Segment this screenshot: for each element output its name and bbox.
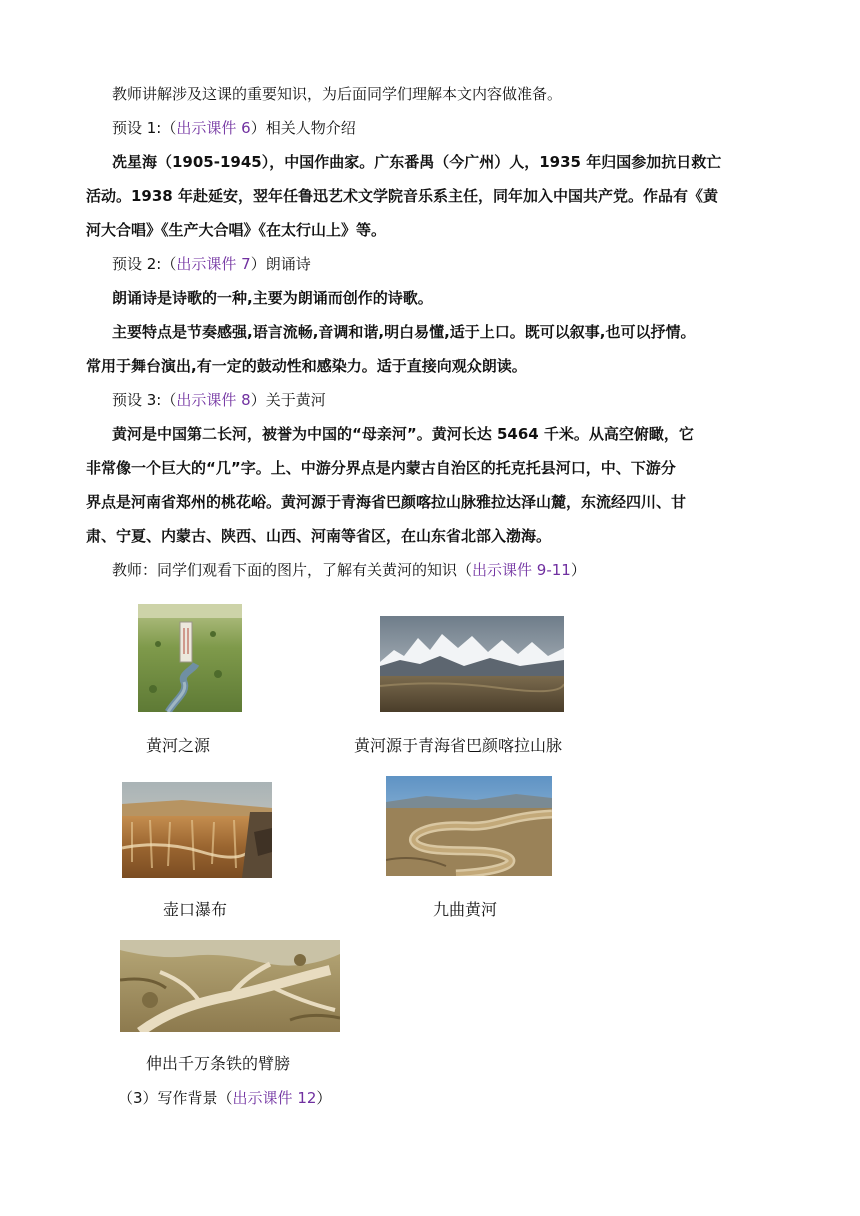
intro-paragraph: 教师讲解涉及这课的重要知识，为后面同学们理解本文内容做准备。 — [112, 85, 563, 103]
caption-jiuqu: 九曲黄河 — [433, 900, 498, 919]
preset-3-suffix: ）关于黄河 — [250, 391, 326, 409]
river-line-1: 黄河是中国第二长河，被誉为中国的“母亲河”。黄河长达 5464 千米。从高空俯瞰，它 — [112, 425, 694, 443]
river-line-2: 非常像一个巨大的“几”字。上、中游分界点是内蒙古自治区的托克托县河口，中、下游分 — [86, 459, 676, 477]
courseware-6-link[interactable]: 出示课件 6 — [176, 119, 251, 137]
section-3-suffix: ） — [316, 1089, 332, 1107]
river-line-4: 肃、宁夏、内蒙古、陕西、山西、河南等省区，在山东省北部入渤海。 — [86, 527, 552, 545]
preset-3-prefix: 预设 3:（ — [112, 391, 177, 409]
section-3-heading — [118, 1088, 331, 1108]
caption-source: 黄河之源 — [146, 736, 211, 755]
teacher-instruction — [112, 560, 586, 580]
teacher-suffix: ） — [570, 561, 586, 579]
recite-definition: 朗诵诗是诗歌的一种,主要为朗诵而创作的诗歌。 — [112, 289, 433, 307]
preset-2-heading — [112, 254, 311, 274]
river-line-3: 界点是河南省郑州的桃花峪。黄河源于青海省巴颜喀拉山脉雅拉达泽山麓，东流经四川、甘 — [86, 493, 687, 511]
recite-line-1: 主要特点是节奏感强,语言流畅,音调和谐,明白易懂,适于上口。既可以叙事,也可以抒情。 — [112, 323, 696, 341]
preset-2-suffix: ）朗诵诗 — [250, 255, 311, 273]
jiuqu-yellow-river-photo — [386, 776, 552, 876]
preset-1-suffix: ）相关人物介绍 — [250, 119, 356, 137]
section-3-prefix: （3）写作背景（ — [118, 1089, 233, 1107]
preset-3-heading — [112, 390, 326, 410]
teacher-prefix: 教师：同学们观看下面的图片，了解有关黄河的知识（ — [112, 561, 473, 579]
caption-arms: 伸出千万条铁的臂膀 — [146, 1054, 291, 1073]
preset-2-prefix: 预设 2:（ — [112, 255, 177, 273]
courseware-12-link[interactable]: 出示课件 12 — [232, 1089, 317, 1107]
hukou-waterfall-photo — [122, 782, 272, 878]
caption-mountain: 黄河源于青海省巴颜喀拉山脉 — [354, 736, 563, 755]
river-branches-aerial-photo — [120, 940, 340, 1032]
recite-line-2: 常用于舞台演出,有一定的鼓动性和感染力。适于直接向观众朗读。 — [86, 357, 527, 375]
preset-1-prefix: 预设 1:（ — [112, 119, 177, 137]
xian-paragraph-line-3: 河大合唱》《生产大合唱》《在太行山上》等。 — [86, 221, 387, 239]
caption-hukou: 壶口瀑布 — [163, 900, 228, 919]
bayan-har-mountains-photo — [380, 616, 564, 712]
preset-1-heading — [112, 118, 356, 138]
yellow-river-source-photo — [138, 604, 242, 712]
xian-paragraph-line-1: 冼星海（1905-1945），中国作曲家。广东番禺（今广州）人，1935 年归国参加抗日救亡 — [112, 153, 722, 171]
xian-paragraph-line-2: 活动。1938 年赴延安，翌年任鲁迅艺术文学院音乐系主任，同年加入中国共产党。作品有《黄 — [86, 187, 718, 205]
courseware-8-link[interactable]: 出示课件 8 — [176, 391, 251, 409]
courseware-9-11-link[interactable]: 出示课件 9-11 — [472, 561, 571, 579]
courseware-7-link[interactable]: 出示课件 7 — [176, 255, 251, 273]
